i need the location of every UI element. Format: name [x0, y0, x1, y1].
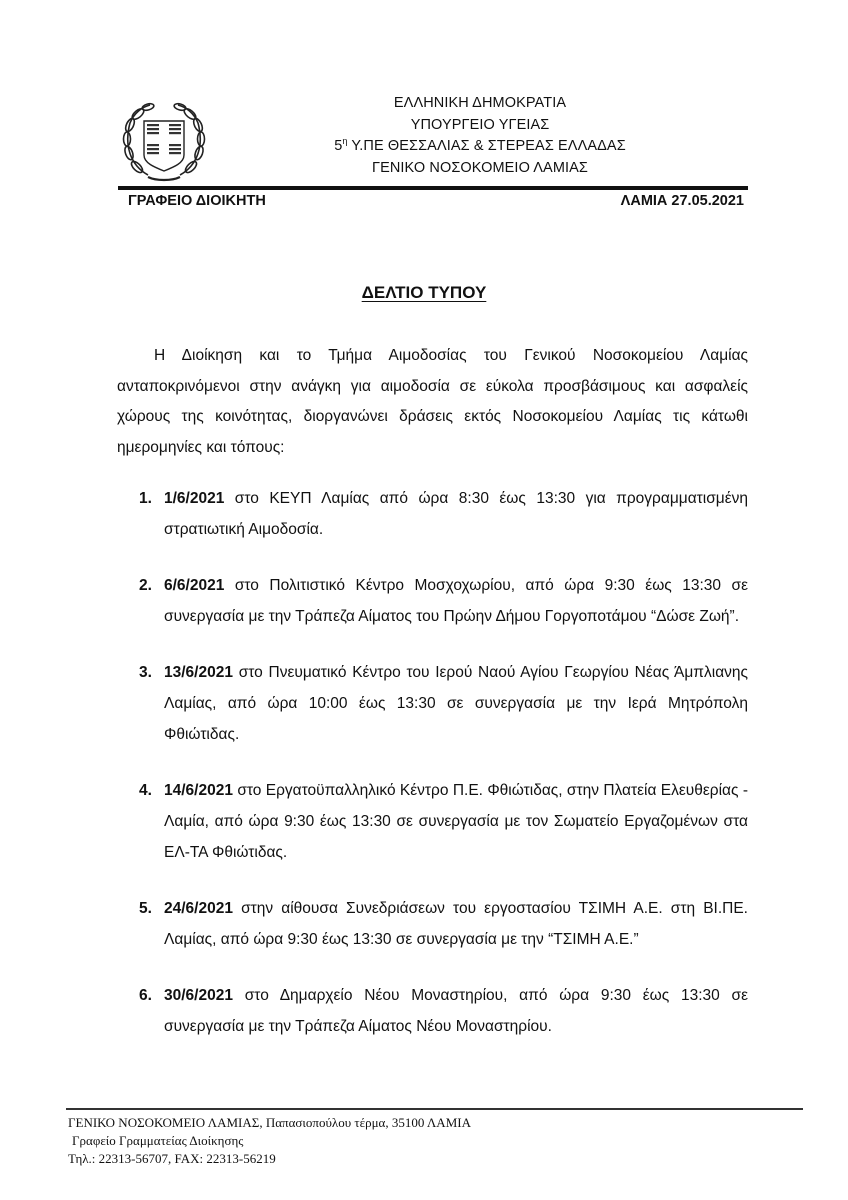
office-label: ΓΡΑΦΕΙΟ ΔΙΟΙΚΗΤΗ	[128, 193, 266, 209]
intro-paragraph: Η Διοίκηση και το Τμήμα Αιμοδοσίας του Γενικού Νοσοκομείου Λαμίας ανταποκρινόμενοι στην ανάγκη για αιμοδοσία σε εύκολα προσβάσιμους και ασφαλείς χώρους της κοινότητας, διοργανώνει δράσεις εκτός Νοσοκομείου Λαμίας τις κάτωθι ημερομηνίες και τόπους:	[117, 347, 748, 456]
item-number: 1.	[139, 490, 152, 507]
item-text: στο Δημαρχείο Νέου Μοναστηρίου, από ώρα 9:30 έως 13:30 σε συνεργασία με την Τράπεζα Αίματος Νέου Μοναστηρίου.	[164, 987, 748, 1035]
item-text: στο Πολιτιστικό Κέντρο Μοσχοχωρίου, από ώρα 9:30 έως 13:30 σε συνεργασία με την Τράπεζα Αίματος του Πρώην Δήμου Γοργοποτάμου “Δώσε Ζωή”.	[164, 577, 748, 625]
item-date: 6/6/2021	[164, 577, 225, 594]
region-number: 5	[334, 138, 343, 154]
item-date: 13/6/2021	[164, 664, 233, 681]
item-number: 4.	[139, 782, 152, 799]
letterhead-hospital: ΓΕΝΙΚΟ ΝΟΣΟΚΟΜΕΙΟ ΛΑΜΙΑΣ	[372, 159, 588, 176]
footer-contact: Τηλ.: 22313-56707, FAX: 22313-56219	[68, 1151, 276, 1166]
item-date: 1/6/2021	[164, 490, 225, 507]
item-number: 2.	[139, 577, 152, 594]
item-number: 3.	[139, 664, 152, 681]
item-number: 5.	[139, 900, 152, 917]
item-date: 30/6/2021	[164, 987, 233, 1004]
item-text: στο ΚΕΥΠ Λαμίας από ώρα 8:30 έως 13:30 για προγραμματισμένη στρατιωτική Αιμοδοσία.	[164, 490, 748, 538]
item-date: 24/6/2021	[164, 900, 233, 917]
letterhead-region	[330, 136, 630, 158]
event-list	[139, 483, 748, 1067]
item-text: στην αίθουσα Συνεδριάσεων του εργοστασίου ΤΣΙΜΗ Α.Ε. στη ΒΙ.ΠΕ. Λαμίας, από ώρα 9:30 έως 13:30 σε συνεργασία με την “ΤΣΙΜΗ Α.Ε.”	[164, 900, 748, 948]
region-superscript: η	[342, 136, 348, 146]
letterhead-ministry: ΥΠΟΥΡΓΕΙΟ ΥΓΕΙΑΣ	[410, 116, 550, 133]
letterhead	[330, 93, 630, 179]
item-date: 14/6/2021	[164, 782, 233, 799]
dateline: ΛΑΜΙΑ 27.05.2021	[620, 193, 744, 209]
greek-coat-of-arms-icon	[118, 97, 210, 185]
list-item	[139, 893, 748, 955]
footer-divider	[66, 1108, 803, 1110]
list-item	[139, 980, 748, 1042]
header-divider	[118, 186, 748, 190]
footer-address: ΓΕΝΙΚΟ ΝΟΣΟΚΟΜΕΙΟ ΛΑΜΙΑΣ, Παπασιοπούλου τέρμα, 35100 ΛΑΜΙΑ	[68, 1115, 471, 1130]
item-number: 6.	[139, 987, 152, 1004]
region-name: Υ.ΠΕ ΘΕΣΣΑΛΙΑΣ & ΣΤΕΡΕΑΣ ΕΛΛΑΔΑΣ	[347, 138, 626, 154]
list-item	[139, 483, 748, 545]
item-text: στο Πνευματικό Κέντρο του Ιερού Ναού Αγίου Γεωργίου Νέας Άμπλιανης Λαμίας, από ώρα 10:00 έως 13:30 σε συνεργασία με την Ιερά Μητρόπολη Φθιώτιδας.	[164, 664, 748, 743]
list-item	[139, 657, 748, 750]
item-text: στο Εργατοϋπαλληλικό Κέντρο Π.Ε. Φθιώτιδας, στην Πλατεία Ελευθερίας - Λαμία, από ώρα 9:30 έως 13:30 σε συνεργασία με τον Σωματείο Εργαζομένων στα ΕΛ-ΤΑ Φθιώτιδας.	[164, 782, 748, 861]
letterhead-republic: ΕΛΛΗΝΙΚΗ ΔΗΜΟΚΡΑΤΙΑ	[393, 95, 567, 111]
list-item	[139, 570, 748, 632]
document-title-text: ΔΕΛΤΙΟ ΤΥΠΟΥ	[361, 283, 487, 302]
list-item	[139, 775, 748, 868]
footer	[68, 1114, 471, 1168]
document-title	[0, 283, 848, 303]
footer-department: Γραφείο Γραμματείας Διοίκησης	[72, 1133, 244, 1148]
